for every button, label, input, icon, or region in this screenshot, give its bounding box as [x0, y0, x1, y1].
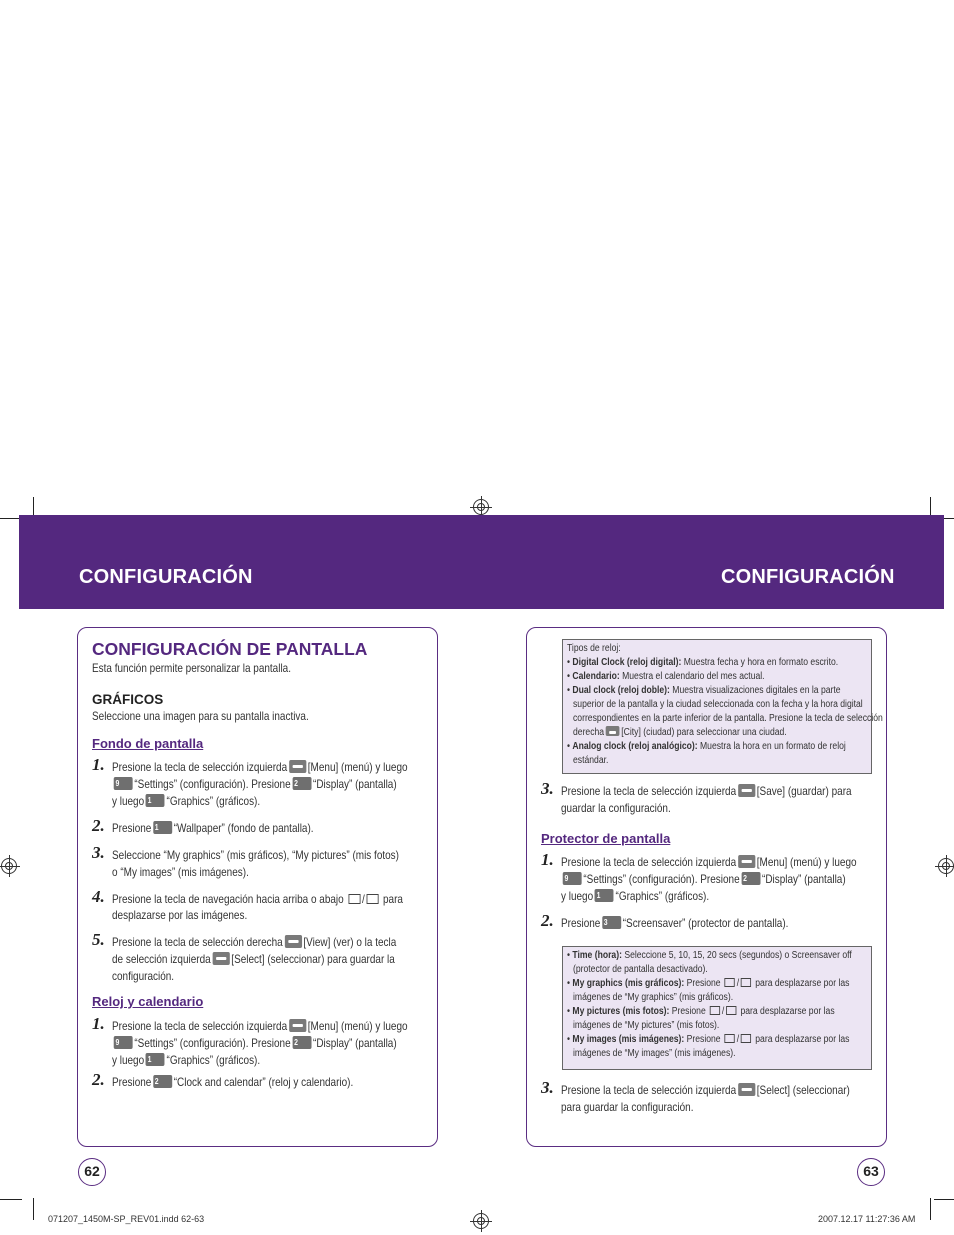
step-number: 3. [541, 1078, 554, 1097]
nav-up-icon [725, 1034, 735, 1043]
page-number: 63 [857, 1158, 885, 1186]
step-text: 9 “Settings” (configuración). Presione 2 “Display” (pantalla) [115, 1037, 397, 1050]
note-item-cont: estándar. [573, 755, 609, 766]
registration-mark-icon [938, 858, 954, 874]
step-text: Presione 3 “Screensaver” (protector de pantalla). [561, 917, 789, 930]
step-text: o “My images” (mis imágenes). [112, 866, 249, 879]
registration-mark-icon [1, 858, 17, 874]
step-text: Presione la tecla de selección izquierda [Menu] (menú) y luego [561, 856, 857, 869]
note-item-cont: superior de la pantalla y la ciudad seleccionada con la fecha y la hora digital [573, 699, 863, 710]
step-text: Presione la tecla de selección izquierda [Select] (seleccionar) [561, 1084, 850, 1097]
key-3-icon: 3 [602, 916, 621, 929]
step-text: Presione la tecla de navegación hacia arriba o abajo / para [112, 893, 403, 906]
footer-timestamp: 2007.12.17 11:27:36 AM [818, 1214, 916, 1224]
key-2-icon: 2 [292, 1036, 311, 1049]
step-text: y luego 1 “Graphics” (gráficos). [561, 890, 710, 903]
step-text: Presione la tecla de selección izquierda [Menu] (menú) y luego [112, 1020, 408, 1033]
left-softkey-icon [289, 1019, 306, 1032]
section-title: CONFIGURACIÓN DE PANTALLA [92, 639, 368, 659]
protector-heading: Protector de pantalla [541, 831, 671, 846]
crop-mark [0, 1199, 22, 1200]
left-softkey-icon [738, 784, 755, 797]
key-9-icon: 9 [114, 777, 133, 790]
graficos-heading: GRÁFICOS [92, 692, 164, 707]
step-text: para guardar la configuración. [561, 1101, 694, 1114]
page-number: 62 [78, 1158, 106, 1186]
nav-down-icon [726, 1006, 736, 1015]
step-text: Presione 2 “Clock and calendar” (reloj y calendario). [112, 1076, 354, 1089]
note-item-cont: correspondientes en la parte inferior de la pantalla. Presione la tecla de selección [573, 713, 883, 724]
reloj-heading: Reloj y calendario [92, 994, 204, 1009]
left-softkey-icon [738, 855, 755, 868]
step-text: Presione la tecla de selección izquierda [Menu] (menú) y luego [112, 761, 408, 774]
page-title-left: CONFIGURACIÓN [79, 566, 253, 588]
step-number: 3. [92, 843, 105, 862]
step-text: Presione la tecla de selección derecha [View] (ver) o la tecla [112, 936, 397, 949]
key-9-icon: 9 [563, 872, 582, 885]
key-1-icon: 1 [146, 1053, 165, 1066]
note-item-cont: imágenes de “My pictures” (mis fotos). [573, 1020, 720, 1031]
nav-down-icon [366, 894, 378, 904]
step-text: Presione la tecla de selección izquierda [Save] (guardar) para [561, 785, 852, 798]
step-text: configuración. [112, 970, 175, 983]
step-text: y luego 1 “Graphics” (gráficos). [112, 1054, 261, 1067]
step-number: 2. [92, 816, 105, 835]
footer-file-info: 071207_1450M-SP_REV01.indd 62-63 [48, 1214, 205, 1224]
note-item: • Dual clock (reloj doble): Muestra visualizaciones digitales en la parte [567, 685, 841, 696]
note-item-cont: derecha [City] (ciudad) para seleccionar una ciudad. [573, 727, 787, 738]
key-2-icon: 2 [153, 1075, 172, 1088]
key-9-icon: 9 [114, 1036, 133, 1049]
page-title-right: CONFIGURACIÓN [721, 566, 895, 588]
key-1-icon: 1 [153, 821, 172, 834]
registration-mark-icon [473, 1213, 489, 1229]
note-item-cont: imágenes de “My images” (mis imágenes). [573, 1048, 736, 1059]
step-number: 1. [92, 1014, 105, 1033]
note-item-cont: imágenes de “My graphics” (mis gráficos). [573, 992, 734, 1003]
fondo-heading: Fondo de pantalla [92, 736, 204, 751]
registration-mark-icon [473, 499, 489, 515]
note-item: • Analog clock (reloj analógico): Muestra la hora en un formato de reloj [567, 741, 846, 752]
right-softkey-icon [284, 935, 301, 948]
key-2-icon: 2 [741, 872, 760, 885]
step-number: 5. [92, 930, 105, 949]
step-text: Presione 1 “Wallpaper” (fondo de pantalla). [112, 822, 314, 835]
nav-down-icon [741, 1034, 751, 1043]
note-item: • My pictures (mis fotos): Presione / para desplazarse por las [567, 1006, 835, 1017]
right-softkey-icon [606, 726, 620, 736]
step-text: 9 “Settings” (configuración). Presione 2 “Display” (pantalla) [564, 873, 846, 886]
step-text: 9 “Settings” (configuración). Presione 2 “Display” (pantalla) [115, 778, 397, 791]
note-item: • Digital Clock (reloj digital): Muestra fecha y hora en formato escrito. [567, 657, 839, 668]
header-band [19, 515, 944, 609]
key-2-icon: 2 [292, 777, 311, 790]
nav-up-icon [348, 894, 360, 904]
note-item: • My graphics (mis gráficos): Presione / para desplazarse por las [567, 978, 850, 989]
graficos-text: Seleccione una imagen para su pantalla inactiva. [92, 710, 309, 723]
step-number: 3. [541, 779, 554, 798]
key-1-icon: 1 [595, 889, 614, 902]
step-text: Seleccione “My graphics” (mis gráficos), “My pictures” (mis fotos) [112, 849, 399, 862]
nav-down-icon [741, 978, 751, 987]
note-item: • My images (mis imágenes): Presione / para desplazarse por las [567, 1034, 850, 1045]
step-text: guardar la configuración. [561, 802, 671, 815]
nav-up-icon [725, 978, 735, 987]
step-number: 4. [92, 887, 105, 906]
note-heading: Tipos de reloj: [567, 643, 621, 654]
step-text: y luego 1 “Graphics” (gráficos). [112, 795, 261, 808]
left-softkey-icon [212, 952, 229, 965]
note-item-cont: (protector de pantalla desactivado). [573, 964, 708, 975]
step-number: 2. [92, 1070, 105, 1089]
key-1-icon: 1 [146, 794, 165, 807]
crop-mark [33, 1198, 34, 1220]
left-softkey-icon [738, 1083, 755, 1096]
step-text: de selección izquierda [Select] (seleccionar) para guardar la [112, 953, 395, 966]
nav-up-icon [710, 1006, 720, 1015]
crop-mark [934, 1199, 954, 1200]
left-softkey-icon [289, 760, 306, 773]
step-number: 1. [92, 755, 105, 774]
step-text: desplazarse por las imágenes. [112, 909, 248, 922]
crop-mark [930, 1198, 931, 1220]
step-number: 1. [541, 850, 554, 869]
intro-text: Esta función permite personalizar la pantalla. [92, 662, 291, 675]
step-number: 2. [541, 911, 554, 930]
note-item: • Time (hora): Seleccione 5, 10, 15, 20 secs (segundos) o Screensaver off [567, 950, 852, 961]
note-item: • Calendario: Muestra el calendario del mes actual. [567, 671, 765, 682]
